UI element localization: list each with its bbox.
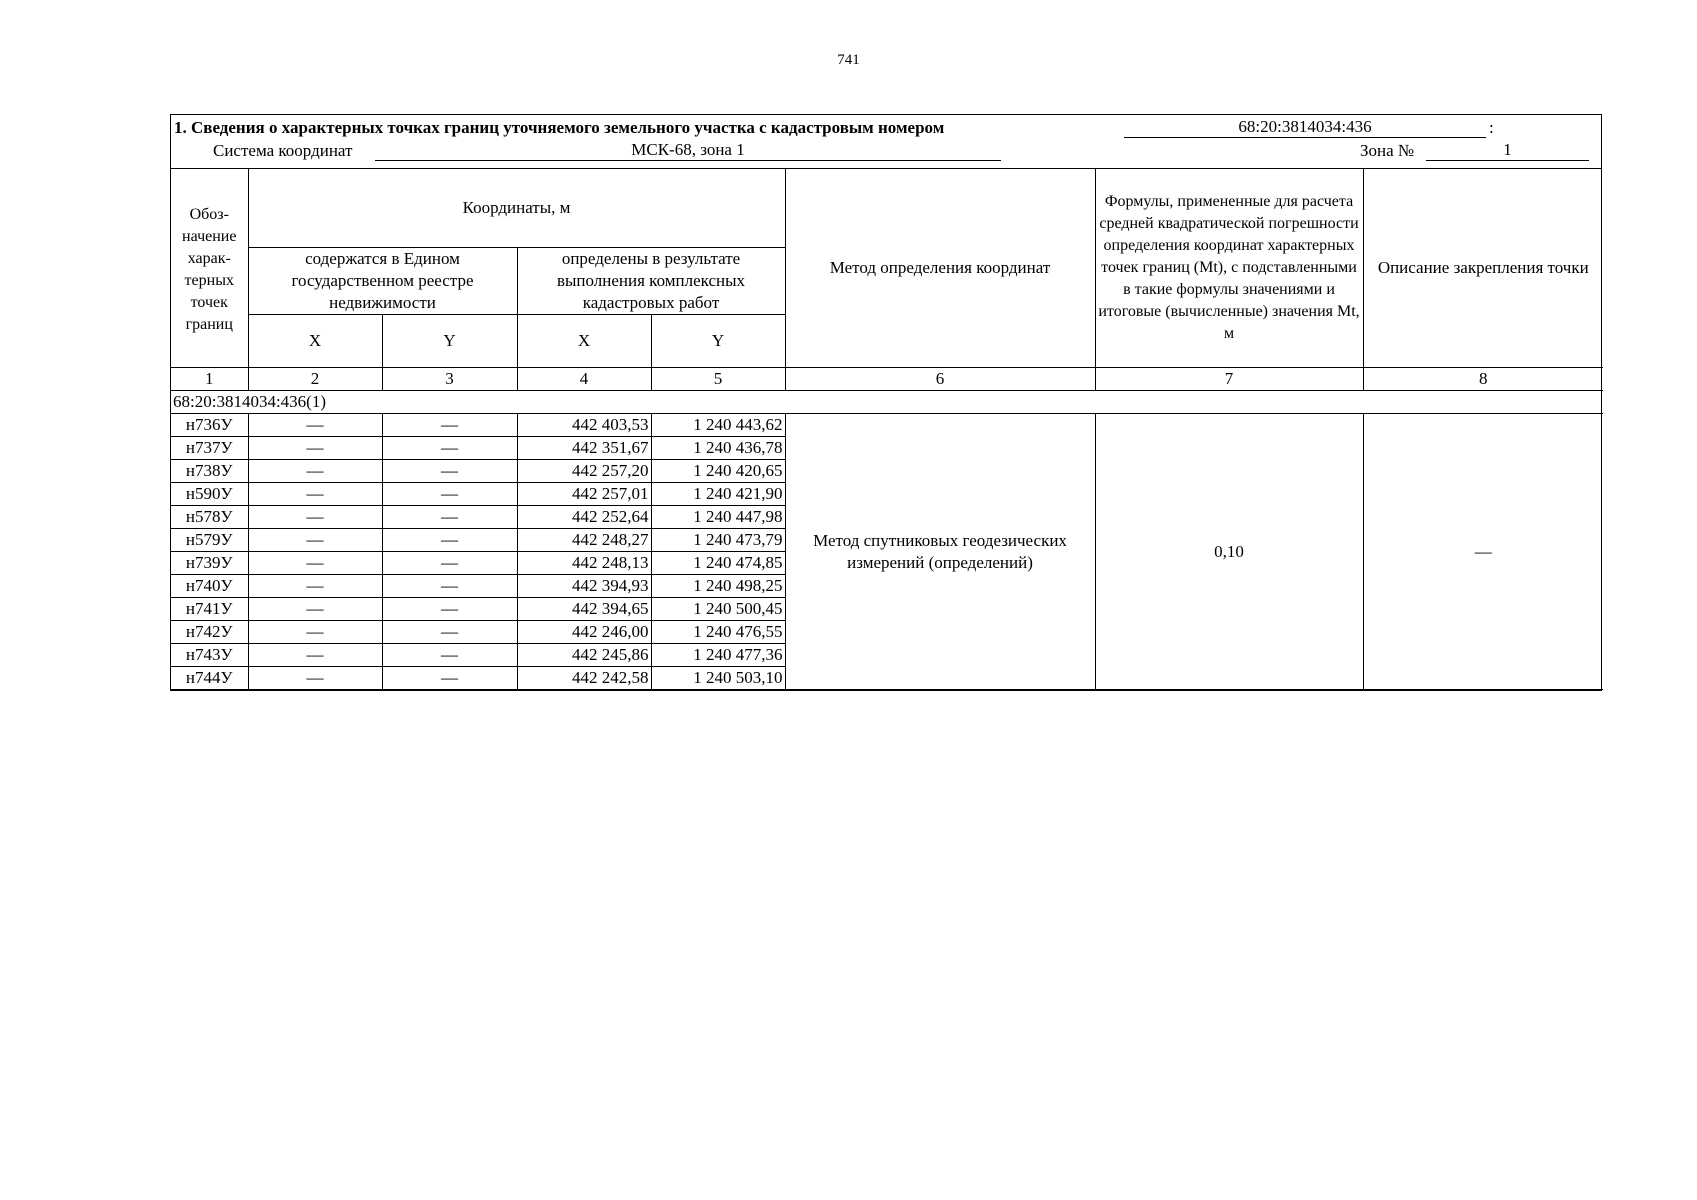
determined-y: 1 240 498,25 (651, 575, 785, 598)
determined-x: 442 257,01 (517, 483, 651, 506)
determined-y: 1 240 476,55 (651, 621, 785, 644)
table-row (171, 414, 1603, 437)
egrn-y: — (382, 575, 517, 598)
point-designation: н579У (171, 529, 248, 552)
col-number-4: 4 (517, 368, 651, 391)
determined-x: 442 351,67 (517, 437, 651, 460)
egrn-x: — (248, 529, 382, 552)
header-method: Метод определения координат (785, 169, 1095, 368)
point-designation: н744У (171, 667, 248, 690)
coord-system-value: МСК-68, зона 1 (375, 140, 1001, 161)
boundary-points-section (170, 114, 1602, 691)
cadastral-number: 68:20:3814034:436 (1124, 117, 1486, 138)
point-designation: н738У (171, 460, 248, 483)
determined-x: 442 242,58 (517, 667, 651, 690)
point-designation: н741У (171, 598, 248, 621)
egrn-y: — (382, 483, 517, 506)
determined-y: 1 240 473,79 (651, 529, 785, 552)
determined-x: 442 257,20 (517, 460, 651, 483)
determined-y: 1 240 474,85 (651, 552, 785, 575)
section-header (171, 115, 1601, 169)
egrn-y: — (382, 506, 517, 529)
col-number-1: 1 (171, 368, 248, 391)
egrn-x: — (248, 506, 382, 529)
determined-y: 1 240 503,10 (651, 667, 785, 690)
egrn-y: — (382, 667, 517, 690)
determined-y: 1 240 500,45 (651, 598, 785, 621)
header-determined-y: Y (651, 315, 785, 368)
egrn-y: — (382, 598, 517, 621)
header-formula: Формулы, примененные для расчета средней квадратической погрешности определения координат характерных точек границ (Mt), с подставленными в такие формулы значениями и итоговые (вычисленные) значения Mt, м (1095, 169, 1363, 368)
egrn-y: — (382, 529, 517, 552)
description-cell: — (1363, 414, 1603, 690)
header-determined: определены в результате выполнения комплексных кадастровых работ (517, 248, 785, 315)
egrn-x: — (248, 483, 382, 506)
header-determined-x: X (517, 315, 651, 368)
page-number: 741 (837, 52, 860, 68)
determined-y: 1 240 421,90 (651, 483, 785, 506)
col-number-5: 5 (651, 368, 785, 391)
points-table (171, 169, 1603, 690)
method-cell: Метод спутниковых геодезических измерений (определений) (785, 414, 1095, 690)
determined-x: 442 394,65 (517, 598, 651, 621)
header-colon: : (1489, 118, 1494, 137)
determined-y: 1 240 477,36 (651, 644, 785, 667)
egrn-x: — (248, 414, 382, 437)
determined-x: 442 248,27 (517, 529, 651, 552)
coord-system-label: Система координат (213, 141, 353, 160)
egrn-x: — (248, 598, 382, 621)
determined-y: 1 240 420,65 (651, 460, 785, 483)
header-point-designation: Обоз-начение харак-терных точек границ (171, 169, 248, 368)
point-designation: н578У (171, 506, 248, 529)
col-number-6: 6 (785, 368, 1095, 391)
header-egrn-y: Y (382, 315, 517, 368)
header-egrn-x: X (248, 315, 382, 368)
header-description: Описание закрепления точки (1363, 169, 1603, 368)
egrn-y: — (382, 460, 517, 483)
determined-x: 442 403,53 (517, 414, 651, 437)
col-number-3: 3 (382, 368, 517, 391)
zone-label: Зона № (1360, 141, 1415, 160)
egrn-x: — (248, 575, 382, 598)
determined-x: 442 394,93 (517, 575, 651, 598)
point-designation: н742У (171, 621, 248, 644)
egrn-y: — (382, 552, 517, 575)
egrn-x: — (248, 552, 382, 575)
zone-value: 1 (1426, 140, 1589, 161)
section-title: 1. Сведения о характерных точках границ уточняемого земельного участка с кадастровым номером (174, 118, 945, 137)
col-number-8: 8 (1363, 368, 1603, 391)
determined-y: 1 240 443,62 (651, 414, 785, 437)
egrn-y: — (382, 414, 517, 437)
egrn-x: — (248, 667, 382, 690)
header-coordinates: Координаты, м (248, 169, 785, 248)
parcel-label: 68:20:3814034:436(1) (171, 391, 1603, 414)
determined-x: 442 252,64 (517, 506, 651, 529)
egrn-y: — (382, 621, 517, 644)
col-number-2: 2 (248, 368, 382, 391)
egrn-y: — (382, 437, 517, 460)
mt-cell: 0,10 (1095, 414, 1363, 690)
egrn-x: — (248, 460, 382, 483)
determined-x: 442 248,13 (517, 552, 651, 575)
egrn-x: — (248, 621, 382, 644)
determined-x: 442 246,00 (517, 621, 651, 644)
point-designation: н590У (171, 483, 248, 506)
header-egrn: содержатся в Едином государственном реестре недвижимости (248, 248, 517, 315)
egrn-x: — (248, 644, 382, 667)
determined-y: 1 240 436,78 (651, 437, 785, 460)
egrn-y: — (382, 644, 517, 667)
point-designation: н740У (171, 575, 248, 598)
col-number-7: 7 (1095, 368, 1363, 391)
point-designation: н737У (171, 437, 248, 460)
point-designation: н736У (171, 414, 248, 437)
determined-x: 442 245,86 (517, 644, 651, 667)
point-designation: н743У (171, 644, 248, 667)
point-designation: н739У (171, 552, 248, 575)
egrn-x: — (248, 437, 382, 460)
determined-y: 1 240 447,98 (651, 506, 785, 529)
